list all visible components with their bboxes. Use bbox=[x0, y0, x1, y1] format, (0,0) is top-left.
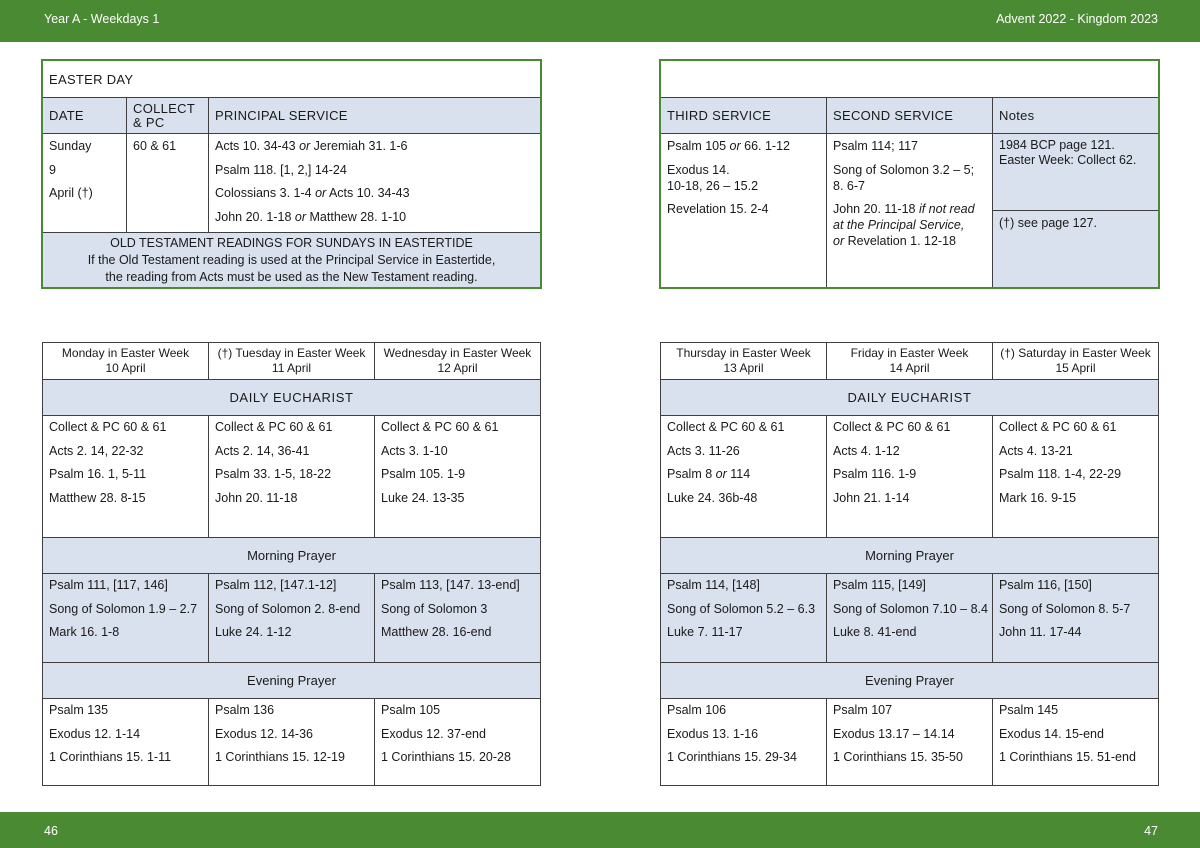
eucharist-cell: Collect & PC 60 & 61 Acts 3. 1-10 Psalm 105. 1-9 Luke 24. 13-35 bbox=[375, 416, 541, 538]
col-principal-header: PRINCIPAL SERVICE bbox=[209, 98, 541, 134]
day-header: (†) Tuesday in Easter Week 11 April bbox=[209, 343, 375, 380]
morning-prayer-cell: Psalm 113, [147. 13-end] Song of Solomon 3 Matthew 28. 16-end bbox=[375, 574, 541, 663]
easter-collect-cell bbox=[127, 134, 209, 233]
evening-prayer-cell: Psalm 107 Exodus 13.17 – 14.14 1 Corinthians 15. 35-50 bbox=[827, 699, 993, 786]
collect-value: 60 & 61 bbox=[133, 139, 177, 153]
eucharist-cell: Collect & PC 60 & 61 Acts 4. 13-21 Psalm 118. 1-4, 22-29 Mark 16. 9-15 bbox=[993, 416, 1159, 538]
services-table bbox=[660, 60, 1159, 288]
col-notes-header: Notes bbox=[993, 98, 1159, 134]
evening-prayer-cell: Psalm 135 Exodus 12. 1-14 1 Corinthians 15. 1-11 bbox=[43, 699, 209, 786]
morning-prayer-cell: Psalm 112, [147.1-12] Song of Solomon 2. 8-end Luke 24. 1-12 bbox=[209, 574, 375, 663]
eucharist-cell: Collect & PC 60 & 61 Acts 3. 11-26 Psalm 8 or 114 Luke 24. 36b-48 bbox=[661, 416, 827, 538]
note-line: Easter Week: Collect 62. bbox=[999, 153, 1137, 167]
reading-line: Exodus 14. bbox=[667, 162, 730, 177]
evening-prayer-header: Evening Prayer bbox=[661, 663, 1159, 699]
reading-line: Song of Solomon 3.2 – 5; bbox=[833, 162, 975, 177]
daily-eucharist-header: DAILY EUCHARIST bbox=[661, 380, 1159, 416]
old-testament-note: OLD TESTAMENT READINGS FOR SUNDAYS IN EASTERTIDE If the Old Testament reading is used at the Principal Service in Eastertide, the reading from Acts must be used as the New Testament reading. bbox=[43, 233, 541, 288]
easter-day-title: EASTER DAY bbox=[43, 61, 541, 98]
notes-top-cell bbox=[993, 134, 1159, 211]
reading-line: John 20. 1-18 or Matthew 28. 1-10 bbox=[215, 209, 407, 224]
day-header: (†) Saturday in Easter Week 15 April bbox=[993, 343, 1159, 380]
reading-line: or Revelation 1. 12-18 bbox=[833, 234, 957, 248]
notes-bottom-cell bbox=[993, 211, 1159, 288]
evening-prayer-cell: Psalm 105 Exodus 12. 37-end 1 Corinthians 15. 20-28 bbox=[375, 699, 541, 786]
evening-prayer-header: Evening Prayer bbox=[43, 663, 541, 699]
morning-prayer-cell: Psalm 111, [117, 146] Song of Solomon 1.9 – 2.7 Mark 16. 1-8 bbox=[43, 574, 209, 663]
date-line: April (†) bbox=[49, 186, 93, 200]
evening-prayer-cell: Psalm 136 Exodus 12. 14-36 1 Corinthians 15. 12-19 bbox=[209, 699, 375, 786]
reading-line: Psalm 118. [1, 2,] 14-24 bbox=[215, 162, 347, 177]
morning-prayer-cell: Psalm 116, [150] Song of Solomon 8. 5-7 John 11. 17-44 bbox=[993, 574, 1159, 663]
header-bar bbox=[0, 0, 1200, 42]
eucharist-cell: Collect & PC 60 & 61 Acts 4. 1-12 Psalm 116. 1-9 John 21. 1-14 bbox=[827, 416, 993, 538]
reading-line: John 20. 11-18 if not read bbox=[833, 202, 975, 216]
eucharist-cell: Collect & PC 60 & 61 Acts 2. 14, 22-32 Psalm 16. 1, 5-11 Matthew 28. 8-15 bbox=[43, 416, 209, 538]
reading-line: 10-18, 26 – 15.2 bbox=[667, 178, 759, 193]
reading-line: Colossians 3. 1-4 or Acts 10. 34-43 bbox=[215, 186, 410, 200]
note-line: 1984 BCP page 121. bbox=[999, 138, 1115, 152]
reading-line: Psalm 114; 117 bbox=[833, 139, 919, 153]
day-header: Wednesday in Easter Week 12 April bbox=[375, 343, 541, 380]
page-number-right: 47 bbox=[1144, 824, 1158, 838]
reading-line: Psalm 105 or 66. 1-12 bbox=[667, 139, 790, 153]
reading-line: at the Principal Service, bbox=[833, 218, 965, 232]
reading-line: Acts 10. 34-43 or Jeremiah 31. 1-6 bbox=[215, 139, 408, 153]
evening-prayer-cell: Psalm 145 Exodus 14. 15-end 1 Corinthians 15. 51-end bbox=[993, 699, 1159, 786]
morning-prayer-cell: Psalm 114, [148] Song of Solomon 5.2 – 6.3 Luke 7. 11-17 bbox=[661, 574, 827, 663]
date-line: Sunday bbox=[49, 139, 92, 153]
day-header: Monday in Easter Week 10 April bbox=[43, 343, 209, 380]
daily-eucharist-header: DAILY EUCHARIST bbox=[43, 380, 541, 416]
header-right-title: Advent 2022 - Kingdom 2023 bbox=[996, 12, 1158, 26]
col-third-service-header: THIRD SERVICE bbox=[661, 98, 827, 134]
second-service-cell bbox=[827, 134, 993, 288]
col-second-service-header: SECOND SERVICE bbox=[827, 98, 993, 134]
eucharist-cell: Collect & PC 60 & 61 Acts 2. 14, 36-41 Psalm 33. 1-5, 18-22 John 20. 11-18 bbox=[209, 416, 375, 538]
easter-day-table bbox=[42, 60, 541, 288]
header-left-title: Year A - Weekdays 1 bbox=[44, 12, 160, 26]
date-line: 9 bbox=[49, 162, 56, 177]
easter-date-cell bbox=[43, 134, 127, 233]
reading-line: Revelation 15. 2-4 bbox=[667, 202, 769, 216]
morning-prayer-cell: Psalm 115, [149] Song of Solomon 7.10 – 8.4 Luke 8. 41-end bbox=[827, 574, 993, 663]
services-blank-header bbox=[661, 61, 1159, 98]
reading-line: 8. 6-7 bbox=[833, 178, 865, 193]
third-service-cell bbox=[661, 134, 827, 288]
day-header: Friday in Easter Week 14 April bbox=[827, 343, 993, 380]
morning-prayer-header: Morning Prayer bbox=[661, 538, 1159, 574]
principal-service-cell bbox=[209, 134, 541, 233]
easter-week-table-right bbox=[660, 342, 1159, 786]
footer-bar bbox=[0, 812, 1200, 848]
col-date-header: DATE bbox=[43, 98, 127, 134]
page-number-left: 46 bbox=[44, 824, 58, 838]
evening-prayer-cell: Psalm 106 Exodus 13. 1-16 1 Corinthians 15. 29-34 bbox=[661, 699, 827, 786]
day-header: Thursday in Easter Week 13 April bbox=[661, 343, 827, 380]
col-collect-header: COLLECT & PC bbox=[127, 98, 209, 134]
easter-week-table-left bbox=[42, 342, 541, 786]
morning-prayer-header: Morning Prayer bbox=[43, 538, 541, 574]
note-line: (†) see page 127. bbox=[999, 216, 1097, 230]
